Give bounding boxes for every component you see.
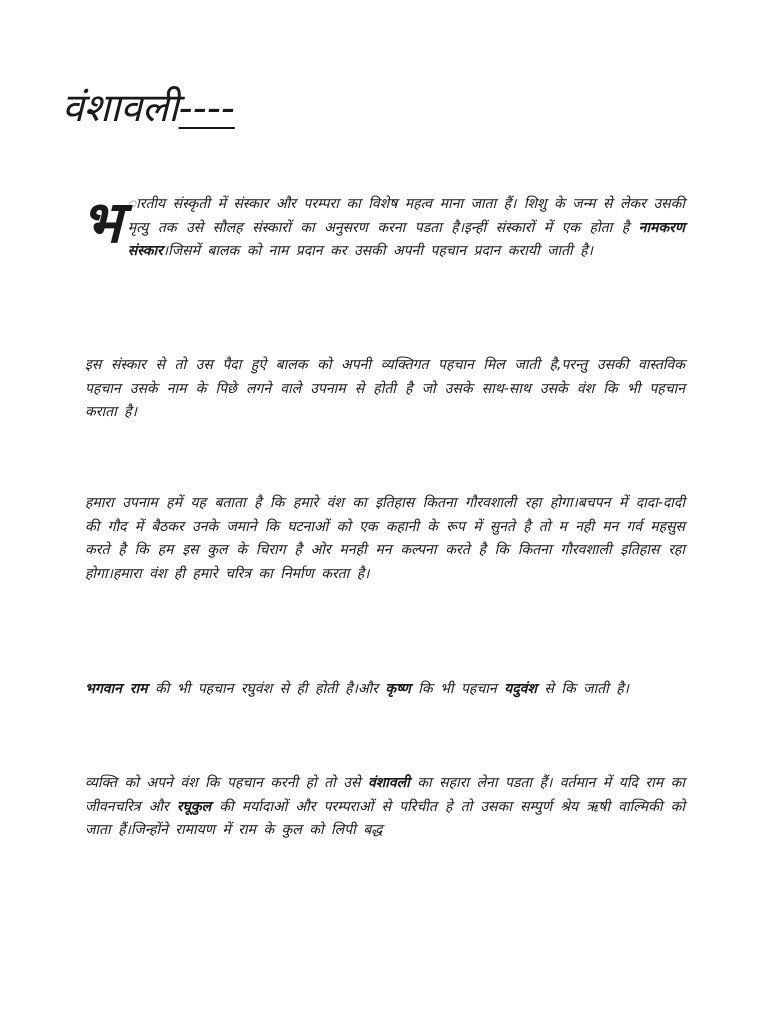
paragraph-text: व्यक्ति को अपने वंश कि पहचान करनी हो तो उसे [85, 775, 368, 791]
paragraph-text: का सहारा लेना पडता हैं। वर्तमान में यदि राम का जीवनचरित्र और [85, 775, 685, 815]
paragraph-text: ।जिसमें बालक को नाम प्रदान कर उसकी अपनी पहचान प्रदान करायी जाती है। [162, 243, 593, 259]
paragraph-intro [81, 188, 685, 264]
paragraph-text: कि भी पहचान [410, 681, 505, 697]
drop-cap: भ [81, 188, 122, 256]
bold-term: वंशावली [367, 775, 410, 791]
paragraph-text: की भी पहचान रघुवंश से ही होती है।और [147, 681, 386, 697]
paragraph-vanshavali [85, 772, 685, 843]
bold-term: नामकरण संस्कार [127, 219, 685, 259]
title-dashes: ---- [178, 86, 235, 131]
page-title [62, 86, 235, 133]
bold-term: रघूकुल [176, 798, 212, 815]
paragraph-text: ारतीय संस्कृती में संस्कार और परम्परा का विशेष महत्व माना जाता हैं। शिशु के जन्म से लेकर उसकी मृत्यु तक उसे सौलह संस्कारों का अनुसरण करना पडता है।इन्हीं संस्कारों में एक होता है [127, 196, 685, 236]
paragraph-text: की मर्यादाओं और परम्पराओं से परिचीत हे तो उसका सम्पुर्ण श्रेय ऋषी वाल्मिकी को जाता हैं।जिन्होंने रामायण में राम के कुल को लिपी बद्ध [85, 798, 685, 838]
bold-term: कृष्ण [385, 681, 411, 697]
bold-term: यदुवंश [504, 681, 537, 697]
paragraph-lineage [85, 678, 685, 702]
paragraph-text: हमारा उपनाम हमें यह बताता है कि हमारे वंश का इतिहास कितना गौरवशाली रहा होगा।बचपन में दादा-दादी की गौद में बैठकर उनके जमाने कि घटनाओं को एक कहानी के रूप में सुनते है तो म नही मन गर्व महसुस करते है कि हम इस कुल के चिराग है ओर मनही मन कल्पना करते है कि कितना गौरवशाली इतिहास रहा होगा।हमारा वंश ही हमारे चरित्र का निर्माण करता है। [85, 495, 685, 582]
paragraph-surname [85, 354, 685, 425]
paragraph-text: इस संस्कार से तो उस पैदा हुऐ बालक को अपनी व्यक्तिगत पहचान मिल जाती है,परन्तु उसकी वास्तविक पहचान उसके नाम के पिछे लगने वाले उपनाम से होती है जो उसके साथ-साथ उसके वंश कि भी पहचान कराता है। [85, 357, 685, 420]
title-text: वंशावली [62, 86, 179, 131]
paragraph-text: से कि जाती है। [536, 681, 629, 697]
bold-term: भगवान राम [85, 681, 148, 697]
paragraph-heritage [85, 492, 685, 586]
